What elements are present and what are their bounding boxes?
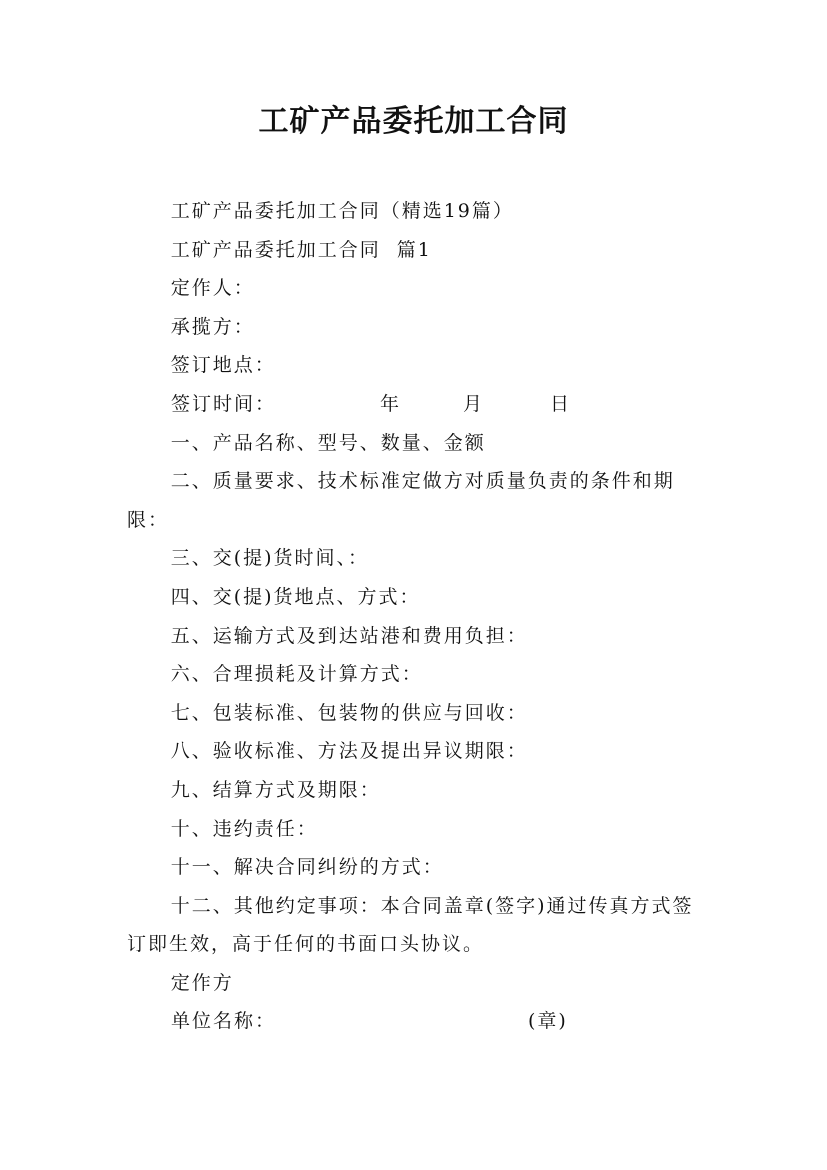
year-label: 年	[380, 392, 402, 415]
month-label: 月	[463, 392, 485, 415]
sign-place-line: 签订地点：	[170, 354, 276, 377]
party-a-line: 定作人：	[170, 277, 255, 300]
clause-2: 二、质量要求、技术标准定做方对质量负责的条件和期限：	[127, 470, 675, 531]
party-b-line: 承揽方：	[170, 315, 255, 338]
section-heading: 工矿产品委托加工合同 篇1	[170, 238, 432, 261]
document-title: 工矿产品委托加工合同	[258, 104, 569, 139]
clause-4: 四、交(提)货地点、方式：	[170, 585, 421, 608]
clause-1: 一、产品名称、型号、数量、金额	[170, 431, 486, 454]
sign-time-label: 签订时间：	[171, 392, 277, 415]
unit-name-line	[127, 1002, 703, 1041]
clause-8: 八、验收标准、方法及提出异议期限：	[170, 740, 528, 763]
clause-7: 七、包装标准、包装物的供应与回收：	[170, 701, 528, 724]
seal-mark: (章)	[528, 1010, 568, 1033]
clause-12: 十二、其他约定事项：本合同盖章(签字)通过传真方式签订即生效，高于任何的书面口头协议。	[127, 894, 694, 956]
clause-9: 九、结算方式及期限：	[170, 778, 381, 801]
contractor-side-label: 定作方	[170, 971, 234, 994]
day-label: 日	[550, 392, 572, 415]
unit-name-label: 单位名称：	[171, 1010, 277, 1033]
clause-3: 三、交(提)货时间、：	[170, 547, 370, 570]
clause-10: 十、违约责任：	[170, 817, 318, 840]
clause-11: 十一、解决合同纠纷的方式：	[170, 856, 444, 879]
clause-5: 五、运输方式及到达站港和费用负担：	[170, 624, 528, 647]
document-subtitle: 工矿产品委托加工合同（精选19篇）	[170, 200, 514, 222]
clause-6: 六、合理损耗及计算方式：	[170, 663, 423, 686]
document-body	[127, 192, 703, 1041]
sign-time-line	[127, 385, 703, 424]
